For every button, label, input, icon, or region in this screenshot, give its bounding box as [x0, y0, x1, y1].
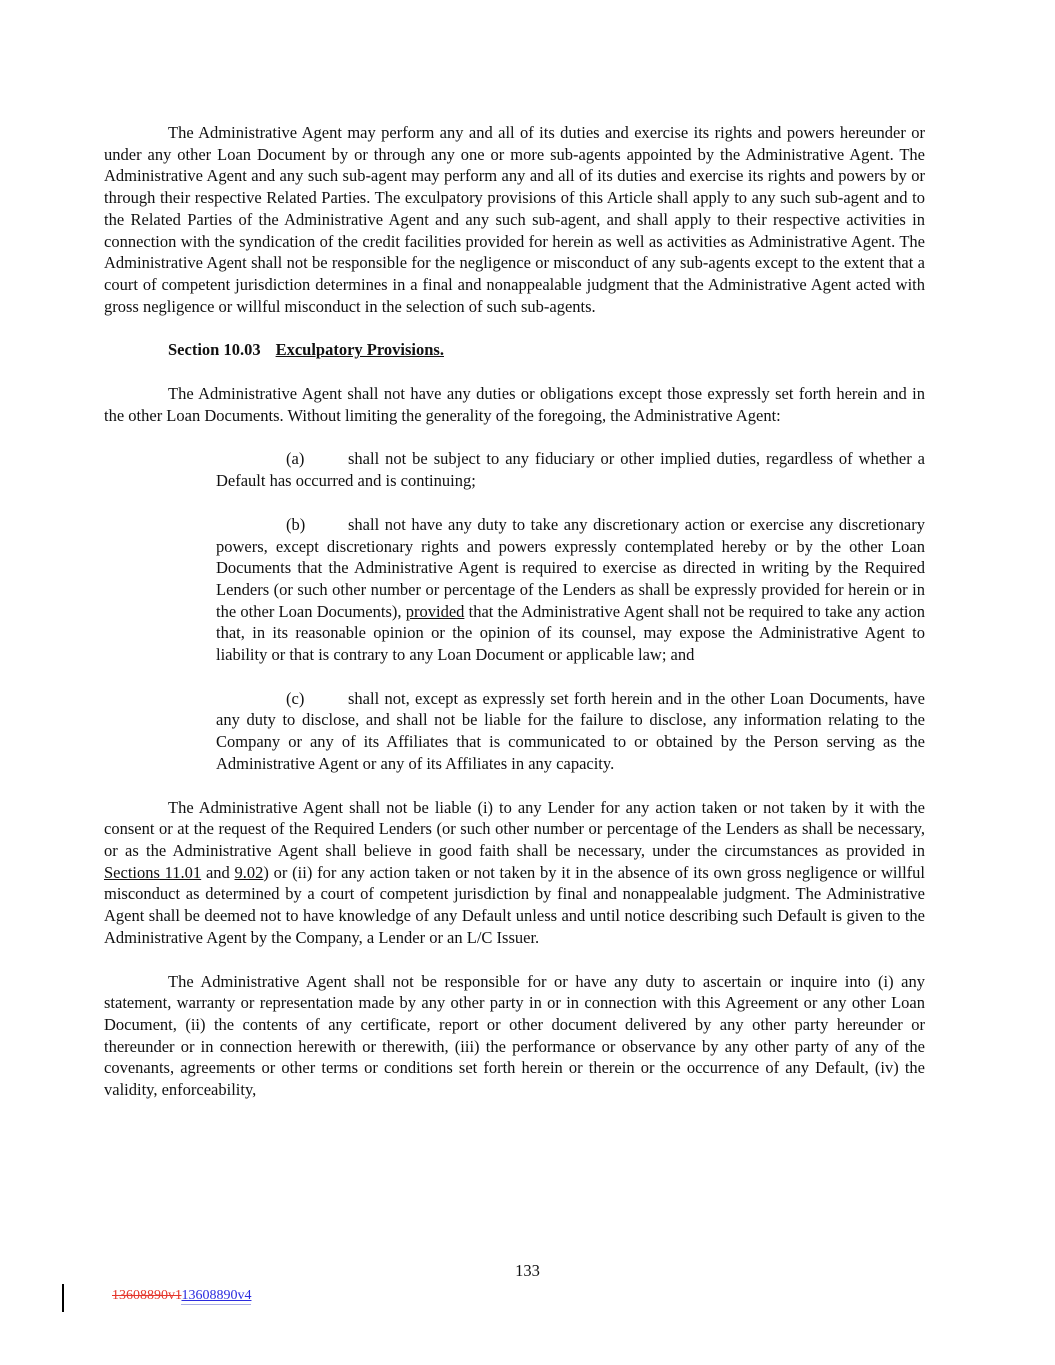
doc-id-deleted: 13608890v1: [112, 1288, 182, 1303]
paragraph-no-duty-ascertain: The Administrative Agent shall not be responsible for or have any duty to ascertain or inquire into (i) any statement, warranty or representation made by any other party in or in connection with this Agreement or any other Loan Document, (ii) the contents of any certificate, report or other document delivered by any other party hereunder or thereunder or in connection herewith or therewith, (iii) the performance or observance by any other party of any of the covenants, agreements or other terms or conditions set forth herein or therein or the occurrence of any Default, (iv) the validity, enforceability,: [104, 971, 925, 1100]
paragraph-sub-agents: The Administrative Agent may perform any and all of its duties and exercise its rights and powers hereunder or under any other Loan Document by or through any one or more sub-agents appointed by the Administrative Agent. The Administrative Agent and any such sub-agent may perform any and all of its duties and exercise its rights and powers by or through their respective Related Parties. The exculpatory provisions of this Article shall apply to any such sub-agent and to the Related Parties of the Administrative Agent and any such sub-agent, and shall apply to their respective activities in connection with the syndication of the credit facilities provided for herein as well as activities as Administrative Agent. The Administrative Agent shall not be responsible for the negligence or misconduct of any sub-agents except to the extent that a court of competent jurisdiction determines in a final and nonappealable judgment that the Administrative Agent acted with gross negligence or willful misconduct in the selection of such sub-agents.: [104, 123, 925, 316]
document-body: [104, 122, 925, 1123]
clause-a-label: (a): [286, 449, 305, 469]
paragraph-liability: [104, 797, 925, 949]
clause-c-label: (c): [286, 688, 305, 708]
clause-a-text: shall not be subject to any fiduciary or other implied duties, regardless of whether a Default has occurred and is continuing;: [216, 449, 925, 491]
section-title: Exculpatory Provisions.: [275, 340, 444, 360]
clause-c-text: shall not, except as expressly set forth herein and in the other Loan Documents, have any duty to disclose, and shall not be liable for the failure to disclose, any information relating to the Company or any of its Affiliates that is communicated to or obtained by the Person serving as the Administrative Agent or any of its Affiliates in any capacity.: [216, 688, 925, 773]
clause-b-label: (b): [286, 514, 306, 534]
paragraph-liability-pre: The Administrative Agent shall not be liable (i) to any Lender for any action taken or not taken by it with the consent or at the request of the Required Lenders (or such other number or percentage of the Lenders as shall be necessary, or as the Administrative Agent shall believe in good faith shall be necessary, under the circumstances as provided in: [104, 797, 925, 860]
doc-id-inserted: 13608890v4: [181, 1288, 252, 1303]
change-bar: [62, 1284, 64, 1312]
clause-b-text-pre: shall not have any duty to take any discretionary action or exercise any discretionary powers, except discretionary rights and powers expressly contemplated hereby or by the other Loan Documents that the Administrative Agent is required to exercise as directed in writing by the Required Lenders (or such other number or percentage of the Lenders as shall be expressly provided for herein or in the other Loan Documents),: [216, 514, 925, 621]
clause-c: [216, 688, 925, 775]
ref-9-02: 9.02: [234, 862, 264, 882]
ref-sections-11-01: Sections 11.01: [104, 862, 202, 882]
paragraph-liability-mid: and: [201, 862, 235, 882]
clause-b: [216, 514, 925, 666]
underline-provided: provided: [405, 601, 465, 621]
paragraph-liability-post: ) or (ii) for any action taken or not taken by it in the absence of its own gross negligence or willful misconduct as determined by a court of competent jurisdiction by final and nonappealable judgment. The Administrative Agent shall be deemed not to have knowledge of any Default unless and until notice describing such Default is given to the Administrative Agent by the Company, a Lender or an L/C Issuer.: [104, 862, 925, 947]
document-id-footer: [112, 1287, 251, 1304]
clause-b-text-post: that the Administrative Agent shall not be required to take any action that, in its reasonable opinion or the opinion of its counsel, may expose the Administrative Agent to liability or that is contrary to any Loan Document or applicable law; and: [216, 601, 925, 665]
clause-a: [216, 448, 925, 491]
paragraph-duties-intro: The Administrative Agent shall not have any duties or obligations except those expressly set forth herein and in the other Loan Documents. Without limiting the generality of the foregoing, the Administrative Agent:: [104, 384, 925, 425]
page-number: 133: [515, 1261, 540, 1280]
section-heading: [168, 339, 925, 361]
section-number: Section 10.03: [168, 340, 261, 360]
